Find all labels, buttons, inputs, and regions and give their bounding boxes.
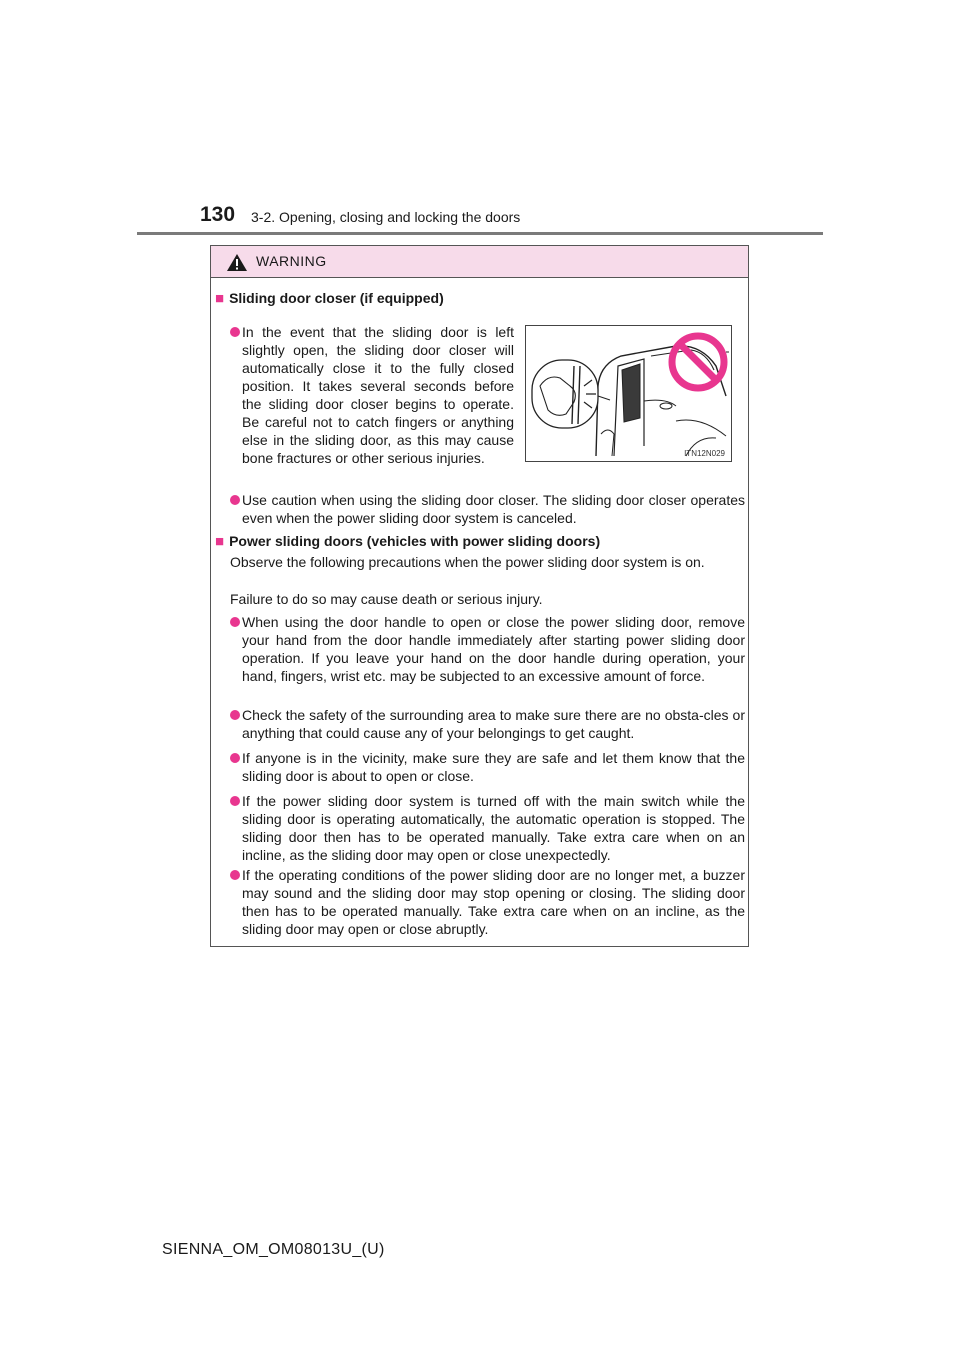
bullet-item [242, 866, 745, 938]
warning-triangle-icon [226, 253, 248, 272]
figure-code: ITN12N029 [684, 449, 725, 458]
bullet-text: Check the safety of the surrounding area to make sure there are no obsta-cles or anything that could cause any of your belongings to get caught. [242, 707, 745, 741]
warning-label: WARNING [256, 253, 327, 269]
bullet-text: If anyone is in the vicinity, make sure they are safe and let them know that the sliding door is about to open or close. [242, 750, 745, 784]
bullet-dot-icon [230, 327, 240, 337]
section-intro-consequence [230, 590, 745, 608]
intro-consequence-text: Failure to do so may cause death or serious injury. [230, 591, 543, 607]
bullet-text: In the event that the sliding door is left slightly open, the sliding door closer will automatically close it to the fully closed position. It takes several seconds before the sliding door closer begins to operate. Be careful not to catch fingers or anything else in the sliding door, as this may cause bone fractures or other serious injuries. [242, 324, 514, 466]
section-intro [230, 553, 745, 571]
warning-box [210, 245, 749, 947]
section-heading-text: Power sliding doors (vehicles with power sliding doors) [229, 533, 601, 549]
section-heading-text: Sliding door closer (if equipped) [229, 290, 444, 306]
sliding-door-drawing [526, 326, 731, 461]
bullet-text: Use caution when using the sliding door closer. The sliding door closer operates even when the power sliding door system is canceled. [242, 492, 745, 526]
header-rule [137, 232, 823, 235]
bullet-text: If the power sliding door system is turned off with the main switch while the sliding door is operating automatically, the automatic operation is stopped. The sliding door then has to be operated manually. Take extra care when on an incline, as the sliding door may open or close unexpectedly. [242, 793, 745, 863]
bullet-text: If the operating conditions of the power sliding door are no longer met, a buzzer may sound and the sliding door may stop opening or closing. The sliding door then has to be operated manually. Take extra care when on an incline, as the sliding door may open or close abruptly. [242, 867, 745, 937]
bullet-dot-icon [230, 870, 240, 880]
bullet-dot-icon [230, 617, 240, 627]
sliding-door-illustration [525, 325, 732, 462]
bullet-item [242, 792, 745, 864]
section-heading-sliding-door-closer [215, 290, 444, 307]
intro-text: Observe the following precautions when the power sliding door system is on. [230, 554, 705, 570]
bullet-dot-icon [230, 495, 240, 505]
bullet-item [242, 323, 514, 467]
bullet-item [242, 706, 745, 742]
bullet-item [242, 491, 745, 527]
document-id: SIENNA_OM_OM08013U_(U) [162, 1241, 385, 1258]
bullet-item [242, 749, 745, 785]
bullet-text: When using the door handle to open or close the power sliding door, remove your hand from the door handle immediately after starting power sliding door operation. If you leave your hand on the door handle during operation, your hand, fingers, wrist etc. may be subjected to an excessive amount of force. [242, 614, 745, 684]
square-bullet-icon: ■ [215, 533, 225, 550]
bullet-dot-icon [230, 710, 240, 720]
bullet-dot-icon [230, 753, 240, 763]
bullet-dot-icon [230, 796, 240, 806]
bullet-item [242, 613, 745, 685]
section-title: 3-2. Opening, closing and locking the doors [251, 209, 521, 225]
warning-header [211, 246, 748, 278]
square-bullet-icon: ■ [215, 290, 225, 307]
page-number: 130 [200, 203, 236, 226]
section-heading-power-sliding-doors [215, 533, 600, 550]
